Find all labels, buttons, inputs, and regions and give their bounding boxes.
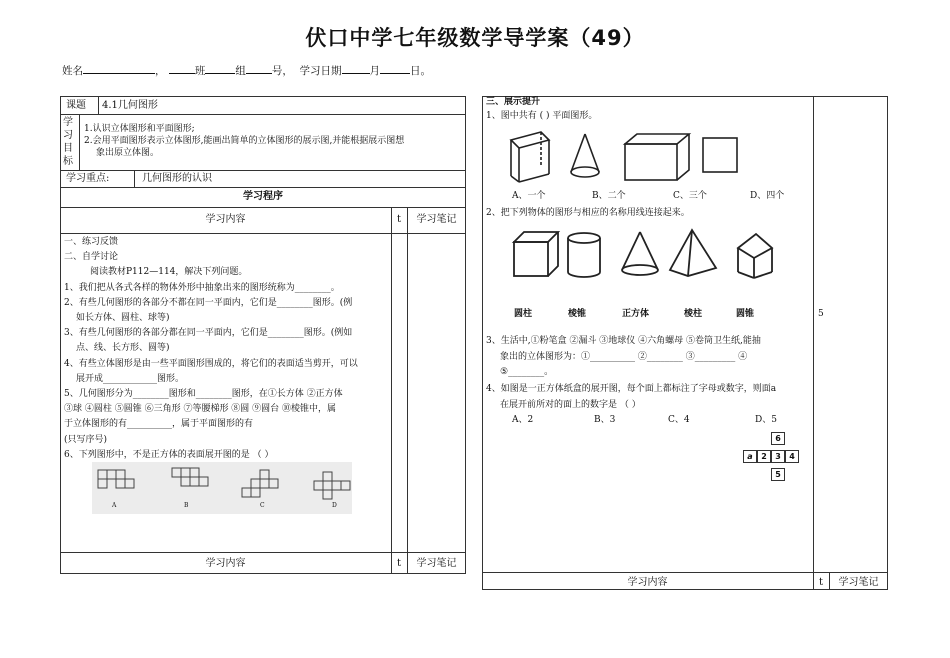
divider — [60, 170, 466, 171]
divider — [79, 114, 80, 170]
footer-t: t — [818, 577, 824, 588]
day-blank — [380, 62, 410, 74]
text-line: ③球 ④圆柱 ⑤圆锥 ⑥三角形 ⑦等腰梯形 ⑧圆 ⑨圆台 ⑩棱锥中，属 — [64, 404, 337, 415]
q4-option: A、2 — [512, 415, 534, 425]
col-content-header: 学习内容 — [205, 214, 246, 225]
text-line: 如长方体、圆柱、球等) — [76, 313, 170, 324]
net-face: a — [743, 450, 757, 463]
divider — [98, 96, 99, 114]
group-label: 组 — [235, 65, 246, 77]
text-line: 于立体图形的有__________，属于平面图形的有 — [64, 419, 254, 430]
text-line: 阅读教材P112—114，解决下列问题。 — [90, 267, 248, 278]
divider — [60, 114, 466, 115]
text-line: 3、生活中,①粉笔盒 ②漏斗 ③地球仪 ④六角螺母 ⑤卷筒卫生纸,能抽 — [486, 336, 761, 346]
divider — [60, 552, 466, 553]
col-t-header: t — [396, 214, 402, 225]
divider — [60, 233, 466, 234]
col-notes-header: 学习笔记 — [416, 214, 457, 225]
page-title: 伏口中学七年级数学导学案（49） — [305, 26, 645, 50]
month-label: 月 — [369, 65, 381, 77]
q4-option: C、4 — [668, 415, 690, 425]
solid-name: 正方体 — [622, 309, 650, 319]
text-line: 在展开前所对的面上的数字是 （ ） — [500, 399, 641, 410]
text-line: 点、线、长方形、圆等) — [76, 343, 170, 354]
month-blank — [342, 62, 370, 74]
net-face: 4 — [785, 450, 799, 463]
text-line: 象出的立体图形为：①__________ ②________ ③_________ ④ — [500, 351, 748, 362]
q4-option: B、3 — [594, 415, 616, 425]
footer-content: 学习内容 — [205, 558, 246, 569]
question-3 — [486, 334, 761, 381]
q1-option: C、三个 — [673, 191, 707, 201]
text-line: ⑤________。 — [500, 367, 554, 377]
q2-solids-figure — [510, 228, 780, 280]
cube-net-figure — [740, 432, 800, 482]
topic-label: 课题 — [66, 100, 86, 111]
footer-notes: 学习笔记 — [416, 558, 457, 569]
date-label: 学习日期 — [299, 65, 342, 77]
q1-option: A、一个 — [512, 191, 546, 201]
student-info-line — [62, 62, 431, 78]
footer-t: t — [396, 558, 402, 569]
text-line: 4、如图是一正方体纸盒的展开图，每个面上都标注了字母或数字，则面a — [486, 384, 777, 394]
solid-name: 圆柱 — [514, 309, 533, 319]
goal-1: 1.认识立体图形和平面图形; — [84, 124, 195, 134]
divider — [60, 207, 466, 208]
name-blank — [83, 62, 155, 74]
exercise-body — [64, 235, 358, 463]
footer-notes: 学习笔记 — [838, 577, 879, 588]
choice-label: B — [184, 502, 189, 509]
q1-option: D、四个 — [750, 191, 785, 201]
name-label: 姓名 — [62, 65, 83, 77]
side-number: 5 — [818, 309, 824, 319]
footer-content: 学习内容 — [627, 577, 668, 588]
question-1: 1、图中共有 ( ) 平面图形。 — [486, 111, 598, 121]
question-4 — [486, 382, 776, 413]
program-heading: 学习程序 — [243, 191, 283, 202]
day-label: 日。 — [410, 65, 432, 77]
divider — [391, 207, 392, 574]
q4-option: D、5 — [755, 415, 777, 425]
q1-option: B、二个 — [592, 191, 626, 201]
number-label: 号， — [271, 65, 293, 77]
text-line: (只写序号) — [64, 434, 108, 445]
divider — [134, 170, 135, 187]
key-label: 学习重点: — [66, 173, 110, 184]
choice-label: A — [112, 502, 117, 509]
goal-2: 2.会用平面图形表示立体图形,能画出简单的立体图形的展示图,并能根据展示图想 — [84, 136, 405, 146]
question-2: 2、把下列物体的图形与相应的名称用线连接起来。 — [486, 208, 690, 218]
divider — [813, 96, 814, 590]
choice-label: D — [332, 502, 337, 509]
text-line: 展开成____________图形。 — [76, 373, 185, 384]
text-line: 4、有些立体图形是由一些平面图形围成的，将它们的表面适当剪开，可以 — [64, 358, 358, 369]
section-title: 三、展示提升 — [486, 97, 541, 107]
class-blank — [169, 62, 195, 74]
choice-label: C — [260, 502, 265, 509]
net-face: 2 — [757, 450, 771, 463]
net-face: 5 — [771, 468, 785, 481]
q1-shapes-figure — [505, 130, 745, 186]
class-label: 班 — [194, 65, 206, 77]
net-face: 3 — [771, 450, 785, 463]
topic-value: 4.1几何图形 — [102, 100, 158, 111]
net-face: 6 — [771, 432, 785, 445]
cube-nets-figure — [92, 462, 352, 514]
solid-name: 棱柱 — [684, 309, 703, 319]
solid-name: 棱锥 — [568, 309, 587, 319]
group-blank — [205, 62, 235, 74]
text-line: 3、有些几何图形的各部分都在同一平面内，它们是________图形。(例如 — [64, 328, 353, 339]
text-line: 一、练习反馈 — [64, 237, 119, 247]
text-line: 6、下列图形中，不是正方体的表面展开图的是 （ ） — [64, 449, 274, 460]
text-line: 5、几何图形分为________图形和________图形，在①长方体 ②正方体 — [64, 389, 343, 400]
solid-name: 圆锥 — [736, 309, 755, 319]
text-line: 二、自学讨论 — [64, 252, 119, 263]
goal-3: 象出原立体图。 — [96, 148, 160, 158]
number-blank — [246, 62, 272, 74]
comma: ， — [155, 65, 166, 77]
goals-label: 学习目标 — [63, 117, 73, 167]
cube-nets-drawing — [92, 462, 352, 514]
divider — [407, 207, 408, 574]
text-line: 1、我们把从各式各样的物体外形中抽象出来的图形统称为________。 — [64, 282, 340, 293]
divider — [482, 572, 888, 573]
key-value: 几何图形的认识 — [142, 173, 212, 184]
divider — [60, 187, 466, 188]
text-line: 2、有些几何图形的各部分不都在同一平面内，它们是________图形。(例 — [64, 297, 353, 308]
